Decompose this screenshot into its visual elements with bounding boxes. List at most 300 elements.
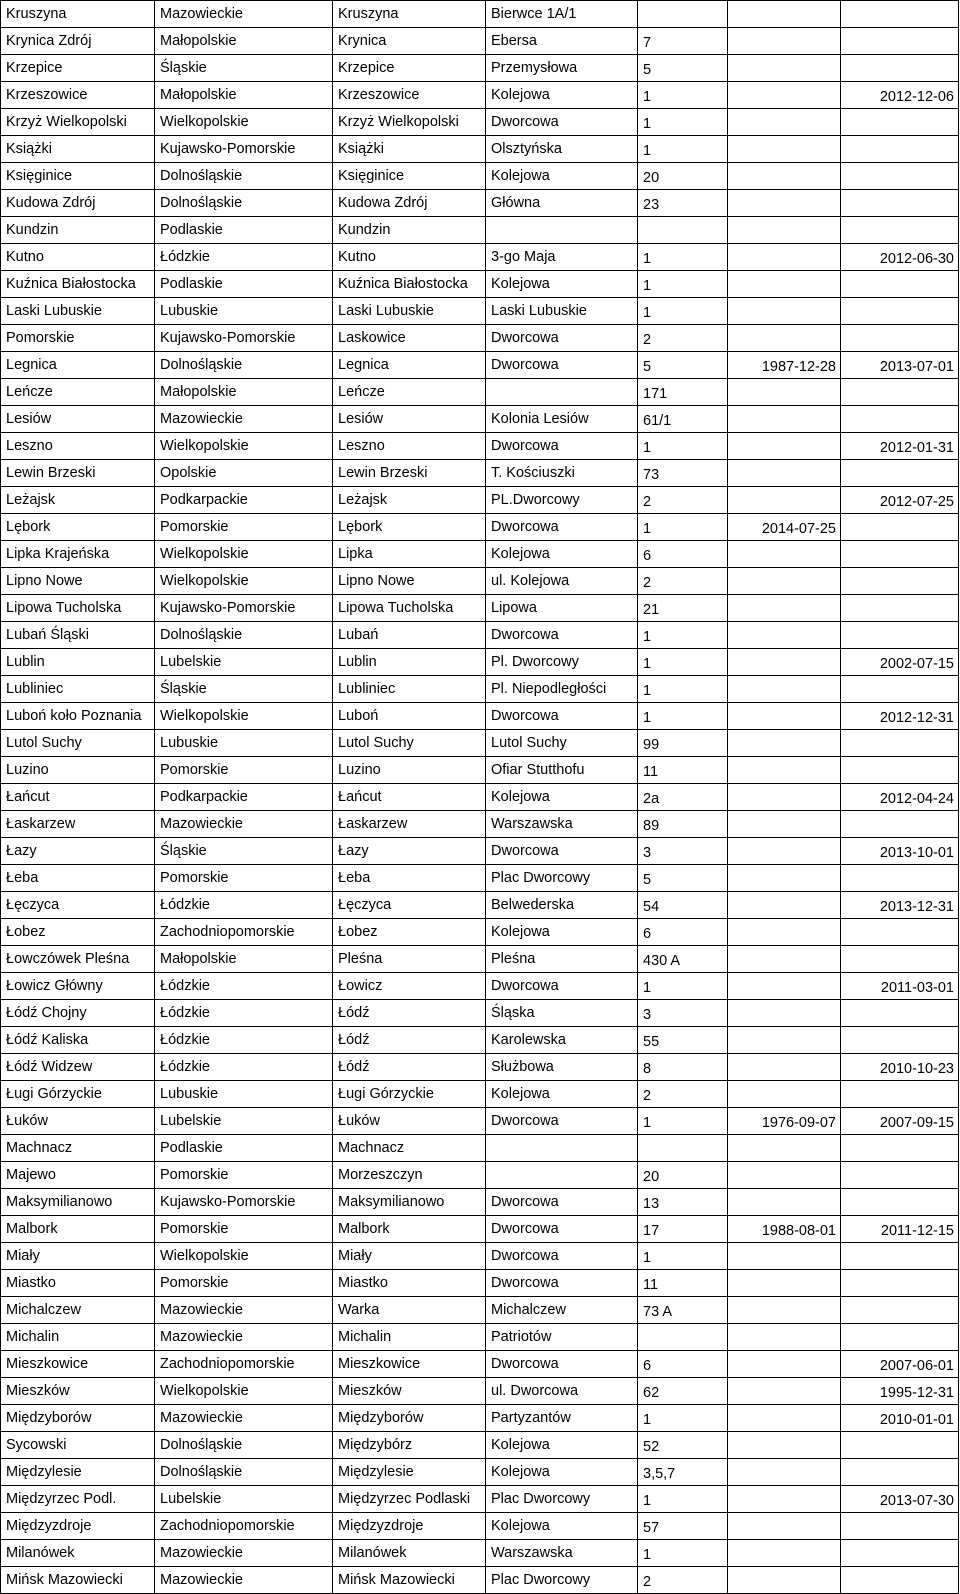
street-cell: Dworcowa — [486, 838, 638, 865]
date-2-cell — [841, 676, 959, 703]
date-1-cell — [728, 1351, 841, 1378]
voivodeship-cell: Podlaskie — [155, 1135, 333, 1162]
locality-cell: Międzyzdroje — [333, 1513, 486, 1540]
place-cell: Kutno — [1, 244, 155, 271]
voivodeship-cell: Dolnośląskie — [155, 622, 333, 649]
number-cell: 6 — [638, 1351, 728, 1378]
voivodeship-cell: Pomorskie — [155, 1270, 333, 1297]
locality-cell: Krzyż Wielkopolski — [333, 109, 486, 136]
table-row — [1, 595, 959, 622]
number-cell: 7 — [638, 28, 728, 55]
table-row — [1, 1189, 959, 1216]
number-cell: 2 — [638, 325, 728, 352]
number-cell: 1 — [638, 82, 728, 109]
locality-cell: Krynica — [333, 28, 486, 55]
locality-cell: Mieszkowice — [333, 1351, 486, 1378]
place-cell: Leńcze — [1, 379, 155, 406]
table-row — [1, 136, 959, 163]
table-row — [1, 1243, 959, 1270]
date-2-cell: 2013-10-01 — [841, 838, 959, 865]
date-2-cell — [841, 757, 959, 784]
date-2-cell — [841, 1540, 959, 1567]
street-cell: Laski Lubuskie — [486, 298, 638, 325]
place-cell: Krzeszowice — [1, 82, 155, 109]
place-cell: Kudowa Zdrój — [1, 190, 155, 217]
date-2-cell — [841, 1513, 959, 1540]
place-cell: Machnacz — [1, 1135, 155, 1162]
voivodeship-cell: Opolskie — [155, 460, 333, 487]
number-cell: 3 — [638, 838, 728, 865]
place-cell: Międzyrzec Podl. — [1, 1486, 155, 1513]
place-cell: Lubań Śląski — [1, 622, 155, 649]
date-2-cell — [841, 325, 959, 352]
table-row — [1, 1405, 959, 1432]
street-cell: Plac Dworcowy — [486, 1567, 638, 1594]
number-cell: 1 — [638, 514, 728, 541]
date-2-cell: 2012-12-31 — [841, 703, 959, 730]
street-cell — [486, 1162, 638, 1189]
voivodeship-cell: Wielkopolskie — [155, 109, 333, 136]
place-cell: Lesiów — [1, 406, 155, 433]
locality-cell: Laski Lubuskie — [333, 298, 486, 325]
table-row — [1, 55, 959, 82]
date-1-cell: 2014-07-25 — [728, 514, 841, 541]
date-1-cell — [728, 1513, 841, 1540]
table-row — [1, 541, 959, 568]
date-2-cell: 2012-04-24 — [841, 784, 959, 811]
locality-cell: Międzyborów — [333, 1405, 486, 1432]
place-cell: Miastko — [1, 1270, 155, 1297]
number-cell: 2 — [638, 1081, 728, 1108]
table-row — [1, 82, 959, 109]
date-1-cell — [728, 541, 841, 568]
locality-cell: Machnacz — [333, 1135, 486, 1162]
date-1-cell — [728, 325, 841, 352]
date-2-cell: 2012-12-06 — [841, 82, 959, 109]
street-cell: Kolejowa — [486, 784, 638, 811]
locality-cell: Lubliniec — [333, 676, 486, 703]
locality-cell: Kutno — [333, 244, 486, 271]
street-cell: Bierwce 1A/1 — [486, 1, 638, 28]
place-cell: Legnica — [1, 352, 155, 379]
number-cell: 17 — [638, 1216, 728, 1243]
number-cell: 1 — [638, 1405, 728, 1432]
date-1-cell — [728, 838, 841, 865]
date-1-cell — [728, 1459, 841, 1486]
date-2-cell — [841, 1459, 959, 1486]
number-cell: 73 — [638, 460, 728, 487]
street-cell: Belwederska — [486, 892, 638, 919]
date-2-cell — [841, 595, 959, 622]
place-cell: Mińsk Mazowiecki — [1, 1567, 155, 1594]
number-cell: 89 — [638, 811, 728, 838]
table-row — [1, 271, 959, 298]
street-cell: Pl. Dworcowy — [486, 649, 638, 676]
street-cell: Dworcowa — [486, 325, 638, 352]
place-cell: Książki — [1, 136, 155, 163]
date-2-cell — [841, 163, 959, 190]
date-2-cell — [841, 1, 959, 28]
date-1-cell — [728, 1243, 841, 1270]
street-cell: Warszawska — [486, 811, 638, 838]
date-1-cell — [728, 244, 841, 271]
locality-cell: Lipka — [333, 541, 486, 568]
place-cell: Krzyż Wielkopolski — [1, 109, 155, 136]
locality-cell: Księginice — [333, 163, 486, 190]
voivodeship-cell: Podkarpackie — [155, 784, 333, 811]
number-cell: 1 — [638, 1486, 728, 1513]
locality-cell: Kuźnica Białostocka — [333, 271, 486, 298]
locality-cell: Laskowice — [333, 325, 486, 352]
locality-cell: Ługi Górzyckie — [333, 1081, 486, 1108]
voivodeship-cell: Pomorskie — [155, 757, 333, 784]
number-cell: 1 — [638, 1243, 728, 1270]
voivodeship-cell: Lubuskie — [155, 298, 333, 325]
voivodeship-cell: Małopolskie — [155, 28, 333, 55]
locality-cell: Łęczyca — [333, 892, 486, 919]
date-1-cell — [728, 784, 841, 811]
table-row — [1, 1540, 959, 1567]
voivodeship-cell: Kujawsko-Pomorskie — [155, 325, 333, 352]
date-1-cell — [728, 217, 841, 244]
date-2-cell — [841, 271, 959, 298]
date-1-cell — [728, 973, 841, 1000]
street-cell: ul. Kolejowa — [486, 568, 638, 595]
number-cell: 6 — [638, 919, 728, 946]
date-1-cell — [728, 568, 841, 595]
date-1-cell — [728, 730, 841, 757]
voivodeship-cell: Kujawsko-Pomorskie — [155, 595, 333, 622]
number-cell: 1 — [638, 109, 728, 136]
voivodeship-cell: Łódzkie — [155, 892, 333, 919]
date-1-cell — [728, 811, 841, 838]
number-cell: 21 — [638, 595, 728, 622]
date-2-cell — [841, 1297, 959, 1324]
street-cell: Pleśna — [486, 946, 638, 973]
locality-cell: Krzeszowice — [333, 82, 486, 109]
voivodeship-cell: Mazowieckie — [155, 1405, 333, 1432]
date-1-cell — [728, 595, 841, 622]
street-cell: Lipowa — [486, 595, 638, 622]
locality-cell: Książki — [333, 136, 486, 163]
street-cell: Kolejowa — [486, 1513, 638, 1540]
place-cell: Łęczyca — [1, 892, 155, 919]
date-1-cell: 1976-09-07 — [728, 1108, 841, 1135]
place-cell: Łeba — [1, 865, 155, 892]
number-cell: 5 — [638, 865, 728, 892]
street-cell: PL.Dworcowy — [486, 487, 638, 514]
voivodeship-cell: Śląskie — [155, 838, 333, 865]
table-row — [1, 649, 959, 676]
number-cell: 23 — [638, 190, 728, 217]
date-2-cell — [841, 460, 959, 487]
date-1-cell — [728, 406, 841, 433]
place-cell: Malbork — [1, 1216, 155, 1243]
place-cell: Łódź Chojny — [1, 1000, 155, 1027]
number-cell — [638, 1135, 728, 1162]
place-cell: Łowczówek Pleśna — [1, 946, 155, 973]
table-row — [1, 298, 959, 325]
street-cell: Dworcowa — [486, 1243, 638, 1270]
table-row — [1, 1351, 959, 1378]
voivodeship-cell: Dolnośląskie — [155, 1459, 333, 1486]
place-cell: Luzino — [1, 757, 155, 784]
date-1-cell — [728, 109, 841, 136]
locality-cell: Mińsk Mazowiecki — [333, 1567, 486, 1594]
number-cell: 1 — [638, 433, 728, 460]
date-2-cell — [841, 1189, 959, 1216]
place-cell: Łazy — [1, 838, 155, 865]
street-cell: Dworcowa — [486, 109, 638, 136]
table-row — [1, 244, 959, 271]
street-cell: Ofiar Stutthofu — [486, 757, 638, 784]
place-cell: Krzepice — [1, 55, 155, 82]
date-1-cell — [728, 163, 841, 190]
table-row — [1, 622, 959, 649]
date-1-cell — [728, 28, 841, 55]
locality-cell: Leżajsk — [333, 487, 486, 514]
voivodeship-cell: Kujawsko-Pomorskie — [155, 136, 333, 163]
number-cell: 73 A — [638, 1297, 728, 1324]
voivodeship-cell: Dolnośląskie — [155, 1432, 333, 1459]
number-cell: 1 — [638, 622, 728, 649]
date-1-cell — [728, 1054, 841, 1081]
locality-cell: Międzybórz — [333, 1432, 486, 1459]
street-cell: Kolonia Lesiów — [486, 406, 638, 433]
voivodeship-cell: Mazowieckie — [155, 1297, 333, 1324]
voivodeship-cell: Pomorskie — [155, 865, 333, 892]
locality-cell: Malbork — [333, 1216, 486, 1243]
table-row — [1, 703, 959, 730]
number-cell: 54 — [638, 892, 728, 919]
voivodeship-cell: Wielkopolskie — [155, 703, 333, 730]
street-cell: Warszawska — [486, 1540, 638, 1567]
table-row — [1, 676, 959, 703]
street-cell: Kolejowa — [486, 1459, 638, 1486]
voivodeship-cell: Wielkopolskie — [155, 1243, 333, 1270]
locality-cell: Kudowa Zdrój — [333, 190, 486, 217]
table-row — [1, 973, 959, 1000]
date-2-cell — [841, 865, 959, 892]
number-cell: 3,5,7 — [638, 1459, 728, 1486]
number-cell: 61/1 — [638, 406, 728, 433]
number-cell: 20 — [638, 163, 728, 190]
locality-cell: Mieszków — [333, 1378, 486, 1405]
table-row — [1, 325, 959, 352]
date-1-cell — [728, 1567, 841, 1594]
locality-cell: Łańcut — [333, 784, 486, 811]
date-2-cell — [841, 109, 959, 136]
date-1-cell — [728, 703, 841, 730]
date-2-cell — [841, 1243, 959, 1270]
date-1-cell — [728, 1297, 841, 1324]
locality-cell: Łuków — [333, 1108, 486, 1135]
date-1-cell — [728, 1432, 841, 1459]
voivodeship-cell: Kujawsko-Pomorskie — [155, 1189, 333, 1216]
table-row — [1, 163, 959, 190]
number-cell — [638, 217, 728, 244]
street-cell: Patriotów — [486, 1324, 638, 1351]
voivodeship-cell: Wielkopolskie — [155, 1378, 333, 1405]
place-cell: Maksymilianowo — [1, 1189, 155, 1216]
date-1-cell — [728, 1027, 841, 1054]
street-cell: Dworcowa — [486, 622, 638, 649]
street-cell: Dworcowa — [486, 1108, 638, 1135]
place-cell: Mieszków — [1, 1378, 155, 1405]
locality-cell: Lipowa Tucholska — [333, 595, 486, 622]
date-1-cell — [728, 1540, 841, 1567]
voivodeship-cell: Łódzkie — [155, 1054, 333, 1081]
voivodeship-cell: Dolnośląskie — [155, 352, 333, 379]
number-cell: 1 — [638, 244, 728, 271]
number-cell: 8 — [638, 1054, 728, 1081]
locality-cell: Lutol Suchy — [333, 730, 486, 757]
table-row — [1, 1135, 959, 1162]
date-2-cell: 2002-07-15 — [841, 649, 959, 676]
locality-cell: Morzeszczyn — [333, 1162, 486, 1189]
place-cell: Ługi Górzyckie — [1, 1081, 155, 1108]
number-cell: 2a — [638, 784, 728, 811]
date-2-cell — [841, 406, 959, 433]
voivodeship-cell: Mazowieckie — [155, 1540, 333, 1567]
place-cell: Lipowa Tucholska — [1, 595, 155, 622]
table-row — [1, 838, 959, 865]
locality-cell: Łaskarzew — [333, 811, 486, 838]
voivodeship-cell: Wielkopolskie — [155, 541, 333, 568]
locality-cell: Kruszyna — [333, 1, 486, 28]
voivodeship-cell: Mazowieckie — [155, 1324, 333, 1351]
date-2-cell — [841, 1027, 959, 1054]
locality-cell: Luboń — [333, 703, 486, 730]
street-cell: Dworcowa — [486, 514, 638, 541]
number-cell — [638, 1, 728, 28]
table-row — [1, 1459, 959, 1486]
date-2-cell — [841, 1432, 959, 1459]
table-row — [1, 1567, 959, 1594]
date-2-cell — [841, 919, 959, 946]
voivodeship-cell: Lubuskie — [155, 1081, 333, 1108]
date-1-cell — [728, 946, 841, 973]
number-cell: 11 — [638, 1270, 728, 1297]
number-cell: 1 — [638, 676, 728, 703]
street-cell: Kolejowa — [486, 82, 638, 109]
date-2-cell: 2011-03-01 — [841, 973, 959, 1000]
date-2-cell: 2010-10-23 — [841, 1054, 959, 1081]
number-cell: 2 — [638, 487, 728, 514]
place-cell: Międzyzdroje — [1, 1513, 155, 1540]
table-row — [1, 568, 959, 595]
date-1-cell — [728, 1378, 841, 1405]
date-2-cell — [841, 514, 959, 541]
number-cell: 1 — [638, 1108, 728, 1135]
number-cell: 1 — [638, 1540, 728, 1567]
voivodeship-cell: Lubelskie — [155, 649, 333, 676]
table-row — [1, 730, 959, 757]
date-2-cell — [841, 379, 959, 406]
number-cell: 1 — [638, 649, 728, 676]
street-cell — [486, 379, 638, 406]
date-1-cell — [728, 271, 841, 298]
voivodeship-cell: Śląskie — [155, 55, 333, 82]
street-cell: Lutol Suchy — [486, 730, 638, 757]
table-row — [1, 379, 959, 406]
voivodeship-cell: Pomorskie — [155, 514, 333, 541]
date-1-cell — [728, 1162, 841, 1189]
date-1-cell — [728, 55, 841, 82]
place-cell: Łódź Widzew — [1, 1054, 155, 1081]
street-cell: Plac Dworcowy — [486, 1486, 638, 1513]
date-1-cell — [728, 379, 841, 406]
place-cell: Michalin — [1, 1324, 155, 1351]
street-cell: Partyzantów — [486, 1405, 638, 1432]
voivodeship-cell: Podlaskie — [155, 217, 333, 244]
street-cell: Śląska — [486, 1000, 638, 1027]
place-cell: Michalczew — [1, 1297, 155, 1324]
number-cell: 52 — [638, 1432, 728, 1459]
date-1-cell: 1987-12-28 — [728, 352, 841, 379]
number-cell: 430 A — [638, 946, 728, 973]
place-cell: Łańcut — [1, 784, 155, 811]
date-1-cell — [728, 136, 841, 163]
locality-cell: Legnica — [333, 352, 486, 379]
locality-cell: Luzino — [333, 757, 486, 784]
number-cell: 57 — [638, 1513, 728, 1540]
date-2-cell: 2010-01-01 — [841, 1405, 959, 1432]
place-cell: Łowicz Główny — [1, 973, 155, 1000]
date-1-cell — [728, 865, 841, 892]
date-2-cell — [841, 811, 959, 838]
place-cell: Łaskarzew — [1, 811, 155, 838]
date-2-cell: 2013-07-01 — [841, 352, 959, 379]
date-2-cell — [841, 1567, 959, 1594]
date-1-cell — [728, 460, 841, 487]
voivodeship-cell: Mazowieckie — [155, 811, 333, 838]
voivodeship-cell: Łódzkie — [155, 973, 333, 1000]
place-cell: Leżajsk — [1, 487, 155, 514]
table-row — [1, 460, 959, 487]
place-cell: Mieszkowice — [1, 1351, 155, 1378]
table-row — [1, 433, 959, 460]
place-cell: Lewin Brzeski — [1, 460, 155, 487]
date-2-cell: 2012-07-25 — [841, 487, 959, 514]
locality-cell: Krzepice — [333, 55, 486, 82]
date-1-cell — [728, 1, 841, 28]
place-cell: Majewo — [1, 1162, 155, 1189]
date-1-cell — [728, 1486, 841, 1513]
voivodeship-cell: Łódzkie — [155, 1027, 333, 1054]
street-cell: Plac Dworcowy — [486, 865, 638, 892]
date-2-cell — [841, 541, 959, 568]
street-cell: Dworcowa — [486, 433, 638, 460]
number-cell: 99 — [638, 730, 728, 757]
date-2-cell — [841, 190, 959, 217]
place-cell: Łuków — [1, 1108, 155, 1135]
table-row — [1, 1486, 959, 1513]
voivodeship-cell: Zachodniopomorskie — [155, 919, 333, 946]
place-cell: Lubliniec — [1, 676, 155, 703]
number-cell: 6 — [638, 541, 728, 568]
locality-cell: Lublin — [333, 649, 486, 676]
number-cell: 20 — [638, 1162, 728, 1189]
voivodeship-cell: Zachodniopomorskie — [155, 1351, 333, 1378]
voivodeship-cell: Łódzkie — [155, 1000, 333, 1027]
street-cell: Dworcowa — [486, 703, 638, 730]
table-row — [1, 352, 959, 379]
date-2-cell — [841, 568, 959, 595]
date-1-cell — [728, 1189, 841, 1216]
locality-cell: Leńcze — [333, 379, 486, 406]
voivodeship-cell: Dolnośląskie — [155, 163, 333, 190]
